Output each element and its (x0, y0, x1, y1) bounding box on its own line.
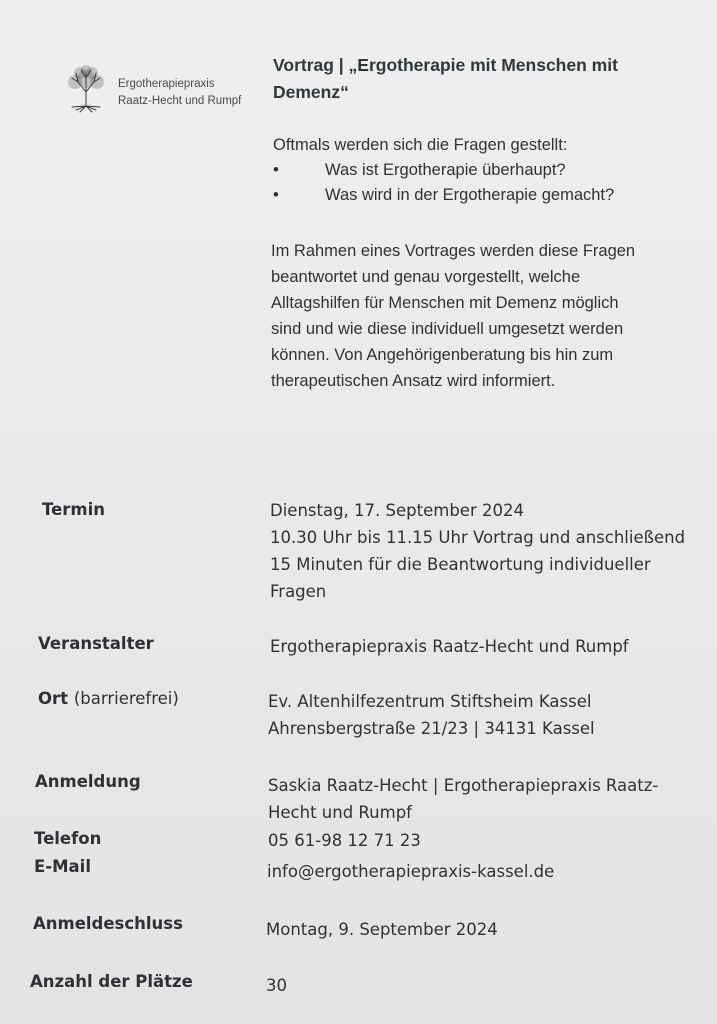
paragraph-line: beantwortet und genau vorgestellt, welche (271, 268, 581, 286)
question-text: Was wird in der Ergotherapie gemacht? (325, 186, 615, 204)
paragraph-line: Alltagshilfen für Menschen mit Demenz möglich (271, 294, 619, 312)
logo-text (118, 76, 241, 110)
question-list (273, 158, 693, 208)
anmeldung-line: Hecht und Rumpf (268, 803, 412, 822)
ort-value (268, 688, 595, 742)
termin-value (270, 497, 685, 605)
termin-label: Termin (42, 500, 105, 519)
page-title (273, 52, 673, 106)
bullet-icon: • (273, 161, 279, 179)
telefon-value: 05 61-98 12 71 23 (268, 831, 421, 850)
anmeldeschluss-value: Montag, 9. September 2024 (266, 920, 498, 939)
termin-line: 10.30 Uhr bis 11.15 Uhr Vortrag und anschließend (270, 528, 686, 547)
title-line-1: Vortrag | „Ergotherapie mit Menschen mit (273, 55, 618, 75)
anmeldeschluss-label: Anmeldeschluss (33, 914, 183, 933)
bullet-icon: • (273, 186, 279, 204)
ort-line: Ahrensbergstraße 21/23 | 34131 Kassel (268, 719, 595, 738)
logo-line-2: Raatz-Hecht und Rumpf (118, 95, 242, 107)
email-value: info@ergotherapiepraxis-kassel.de (267, 862, 555, 881)
ort-label (38, 689, 179, 708)
termin-line: Dienstag, 17. September 2024 (270, 501, 524, 520)
telefon-label: Telefon (34, 829, 102, 848)
termin-line: Fragen (270, 582, 327, 601)
email-label: E-Mail (34, 857, 91, 876)
ort-label-text: Ort (38, 689, 69, 708)
practice-logo (60, 62, 260, 114)
plaetze-value: 30 (266, 976, 287, 995)
question-text: Was ist Ergotherapie überhaupt? (325, 161, 566, 179)
paragraph-line: können. Von Angehörigenberatung bis hin zum (271, 346, 614, 364)
veranstalter-value: Ergotherapiepraxis Raatz-Hecht und Rumpf (270, 637, 629, 656)
termin-line: 15 Minuten für die Beantwortung individueller (270, 555, 651, 574)
paragraph-line: sind und wie diese individuell umgesetzt werden (271, 320, 624, 338)
anmeldung-line: Saskia Raatz-Hecht | Ergotherapiepraxis Raatz- (268, 776, 659, 795)
ort-label-suffix: (barrierefrei) (73, 689, 179, 708)
plaetze-label: Anzahl der Plätze (30, 972, 193, 991)
intro-lead: Oftmals werden sich die Fragen gestellt: (273, 136, 568, 154)
list-item (273, 183, 693, 208)
paragraph-line: Im Rahmen eines Vortrages werden diese Fragen (271, 242, 636, 260)
paragraph-line: therapeutischen Ansatz wird informiert. (271, 372, 556, 390)
intro-section (273, 133, 693, 208)
anmeldung-label: Anmeldung (35, 772, 141, 791)
title-line-2: Demenz“ (273, 82, 349, 102)
logo-line-1: Ergotherapiepraxis (118, 78, 215, 90)
list-item (273, 158, 693, 183)
veranstalter-label: Veranstalter (38, 634, 154, 653)
ort-line: Ev. Altenhilfezentrum Stiftsheim Kassel (268, 692, 592, 711)
description-paragraph (271, 238, 691, 394)
tree-icon (60, 62, 112, 114)
anmeldung-value (268, 772, 658, 826)
